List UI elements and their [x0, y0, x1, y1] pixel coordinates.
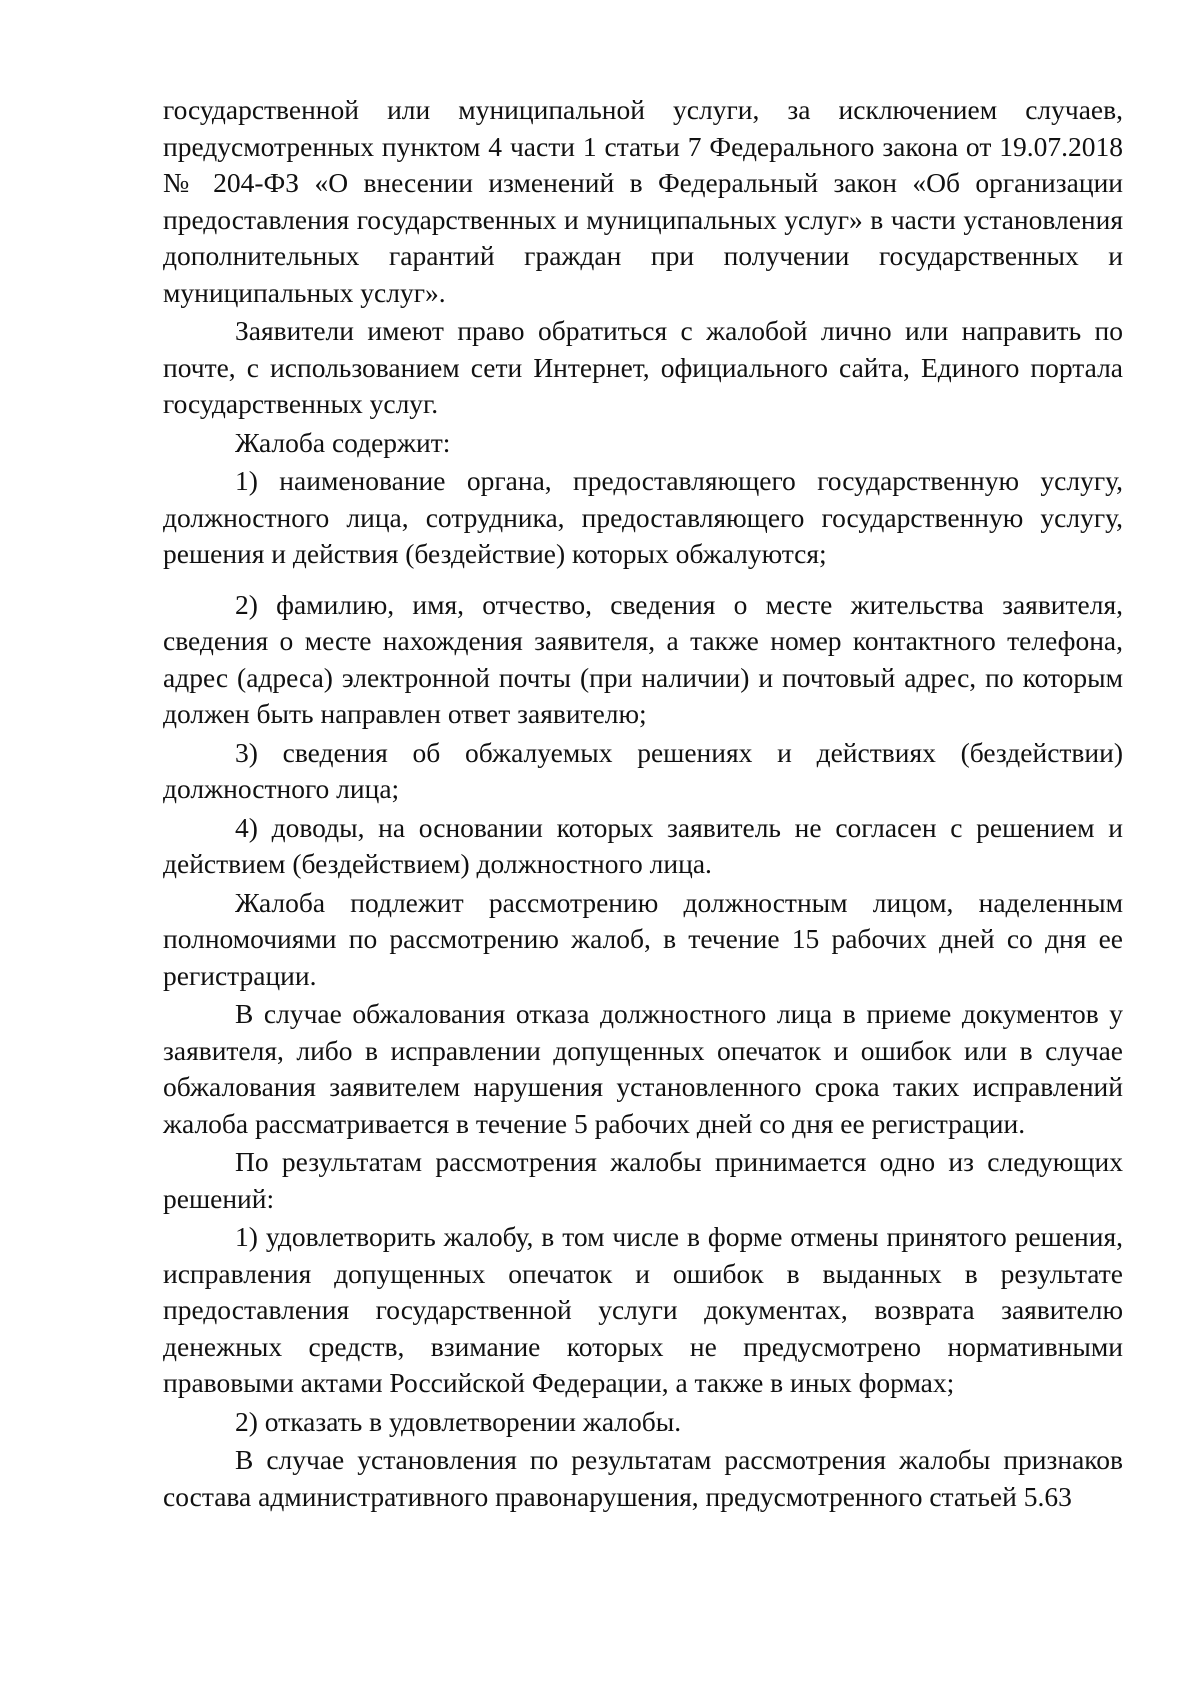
- paragraph-violation: В случае установления по результатам рассмотрения жалобы признаков состава административного правонарушения, предусмотренного статьей 5.63: [163, 1444, 1123, 1512]
- list-item-3: 3) сведения об обжалуемых решениях и действиях (бездействии) должностного лица;: [163, 736, 1123, 804]
- list-item-1: 1) наименование органа, предоставляющего государственную услугу, должностного лица, сотрудника, предоставляющего государственную услугу, решения и действия (бездействие) которых обжалуются;: [163, 465, 1123, 569]
- decision-item-1: 1) удовлетворить жалобу, в том числе в форме отмены принятого решения, исправления допущенных опечаток и ошибок в выданных в результате предоставления государственной услуги документах, возврата заявителю денежных средств, взимание которых не предусмотрено нормативными правовыми актами Российской Федерации, а также в иных формах;: [163, 1221, 1123, 1398]
- document-body: [163, 92, 1123, 1517]
- list-item-2: 2) фамилию, имя, отчество, сведения о месте жительства заявителя, сведения о месте нахождения заявителя, а также номер контактного телефона, адрес (адреса) электронной почты (при наличии) и почтовый адрес, по которым должен быть направлен ответ заявителю;: [163, 588, 1123, 729]
- paragraph-decisions-intro: По результатам рассмотрения жалобы принимается одно из следующих решений:: [163, 1146, 1123, 1214]
- paragraph-continuation: государственной или муниципальной услуги, за исключением случаев, предусмотренных пунктом 4 части 1 статьи 7 Федерального закона от 19.07.2018 № 204-ФЗ «О внесении изменений в Федеральный закон «Об организации предоставления государственных и муниципальных услуг» в части установления дополнительных гарантий граждан при получении государственных и муниципальных услуг».: [163, 94, 1123, 308]
- paragraph-complaint-contains: Жалоба содержит:: [235, 426, 451, 458]
- paragraph-refusal-appeal: В случае обжалования отказа должностного лица в приеме документов у заявителя, либо в исправлении допущенных опечаток и ошибок или в случае обжалования заявителем нарушения установленного срока таких исправлений жалоба рассматривается в течение 5 рабочих дней со дня ее регистрации.: [163, 998, 1123, 1139]
- decision-item-2: 2) отказать в удовлетворении жалобы.: [235, 1405, 682, 1437]
- list-item-4: 4) доводы, на основании которых заявитель не согласен с решением и действием (бездействием) должностного лица.: [163, 811, 1123, 879]
- paragraph-review-period: Жалоба подлежит рассмотрению должностным лицом, наделенным полномочиями по рассмотрению жалоб, в течение 15 рабочих дней со дня ее регистрации.: [163, 886, 1123, 991]
- paragraph-applicants-right: Заявители имеют право обратиться с жалобой лично или направить по почте, с использованием сети Интернет, официального сайта, Единого портала государственных услуг.: [163, 315, 1123, 419]
